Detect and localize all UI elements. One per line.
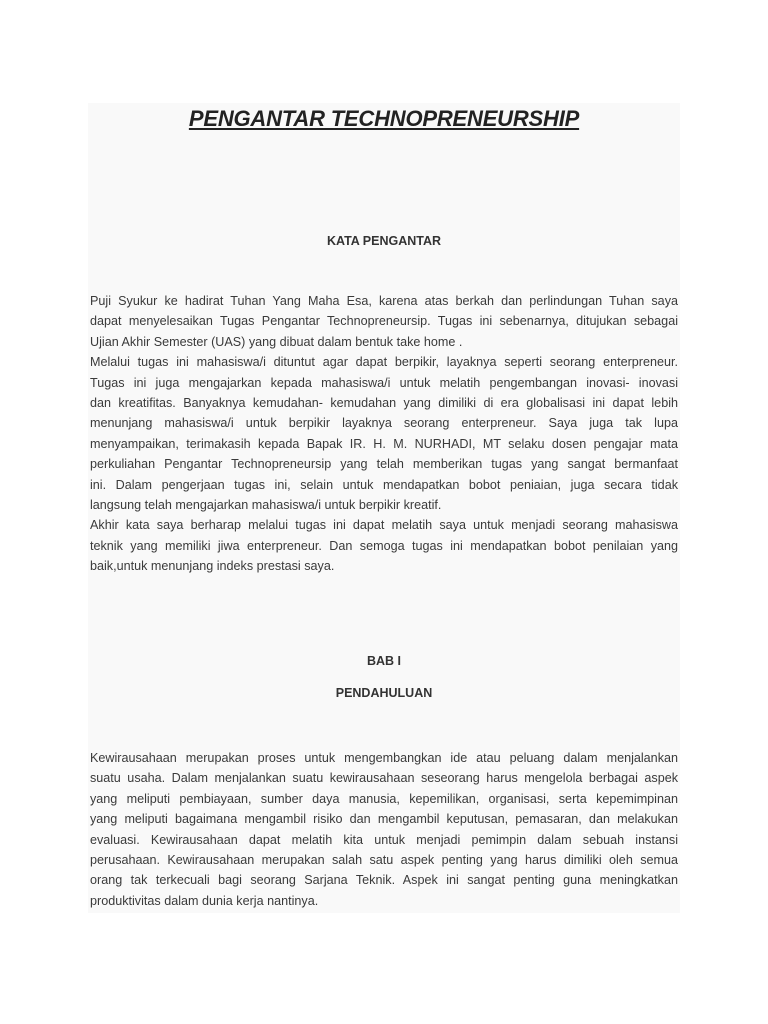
chapter-number: BAB I (366, 654, 402, 668)
text-line: langsung telah mengajarkan mahasiswa/i untuk berpikir kreatif. (90, 498, 442, 513)
text-line: menyampaikan, terimakasih kepada Bapak IR. H. M. NURHADI, MT selaku dosen pengajar mata (90, 436, 678, 451)
text-line: dapat menyelesaikan Tugas Pengantar Technopreneursip. Tugas ini sebenarnya, ditujukan sebagai (90, 314, 678, 329)
text-line: Melalui tugas ini mahasiswa/i dituntut agar dapat berpikir, layaknya seperti seorang enterpreneur. (90, 355, 678, 370)
text-line: perkuliahan Pengantar Technopreneursip yang telah memberikan tugas yang sangat bermanfaat (90, 457, 678, 472)
text-line: yang meliputi pembiayaan, sumber daya manusia, kepemilikan, organisasi, serta kepemimpinan (90, 791, 678, 806)
text-line: Kewirausahaan merupakan proses untuk mengembangkan ide atau peluang dalam menjalankan (90, 751, 678, 765)
text-line: menunjang mahasiswa/i untuk berpikir layaknya seorang enterpreneur. Saya juga tak lupa (90, 416, 678, 431)
text-line: orang tak terkecuali bagi seorang Sarjana Teknik. Aspek ini sangat penting guna meningkatkan (90, 873, 678, 888)
text-line: suatu usaha. Dalam menjalankan suatu kewirausahaan seseorang harus mengelola berbagai aspek (90, 771, 678, 786)
text-line: evaluasi. Kewirausahaan dapat melatih kita untuk menjadi pemimpin dalam sebuah instansi (90, 832, 678, 847)
text-line: Tugas ini juga mengajarkan kepada mahasiswa/i untuk melatih pengembangan inovasi- inovasi (90, 375, 678, 390)
chapter-title: PENDAHULUAN (335, 686, 433, 700)
text-line: Ujian Akhir Semester (UAS) yang dibuat dalam bentuk take home . (90, 334, 463, 349)
text-line: teknik yang memiliki jiwa enterpreneur. Dan semoga tugas ini mendapatkan bobot penilaian yang (90, 538, 678, 553)
text-line: baik,untuk menunjang indeks prestasi saya. (90, 559, 335, 574)
preface-paragraphs (90, 291, 678, 577)
text-line: Puji Syukur ke hadirat Tuhan Yang Maha Esa, karena atas berkah dan perlindungan Tuhan saya (90, 294, 678, 308)
document-title: PENGANTAR TECHNOPRENEURSHIP (188, 106, 580, 131)
text-line: yang meliputi bagaimana mengambil risiko dan mengambil keputusan, pemasaran, dan melakukan (90, 812, 678, 827)
preface-heading: KATA PENGANTAR (326, 234, 442, 248)
intro-paragraph (90, 748, 678, 911)
text-line: produktivitas dalam dunia kerja nantinya. (90, 893, 319, 908)
text-line: ini. Dalam pengerjaan tugas ini, selain untuk mendapatkan bobot peniaian, juga secara tidak (90, 477, 678, 492)
text-line: Akhir kata saya berharap melalui tugas ini dapat melatih saya untuk menjadi seorang mahasiswa (90, 518, 678, 533)
text-line: dan kreatifitas. Banyaknya kemudahan- kemudahan yang dimiliki di era globalisasi ini dapat lebih (90, 396, 678, 411)
text-line: perusahaan. Kewirausahaan merupakan salah satu aspek penting yang harus dimiliki oleh semua (90, 853, 678, 868)
